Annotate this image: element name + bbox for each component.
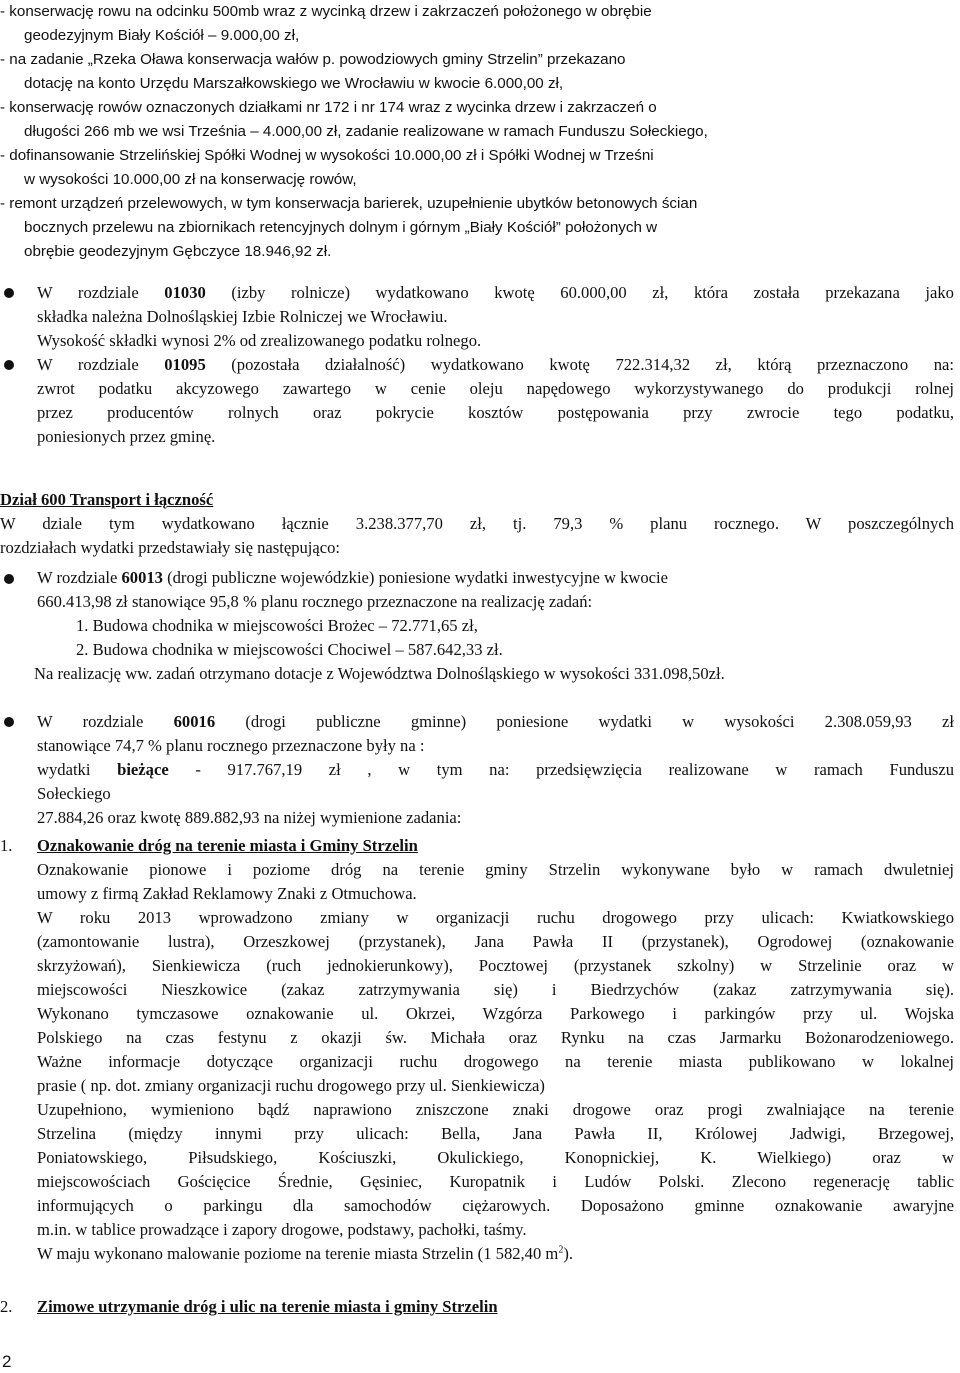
bullet-icon xyxy=(4,717,14,727)
text-line: rozdziałach wydatki przedstawiały się następująco: xyxy=(0,538,341,557)
text-line: stanowiące 74,7 % planu rocznego przeznaczone były na : xyxy=(37,736,425,755)
text-line: składka należna Dolnośląskiej Izbie Rolniczej we Wrocławiu. xyxy=(37,307,448,326)
bullet-icon xyxy=(4,288,14,298)
section-heading: Dział 600 Transport i łączność xyxy=(0,490,214,509)
text-line: poniesionych przez gminę. xyxy=(37,427,216,446)
text-line: umowy z firmą Zakład Reklamowy Znaki z Otmuchowa. xyxy=(37,884,417,903)
list-number: 1. xyxy=(0,836,13,855)
text-line: - konserwację rowu na odcinku 500mb wraz z wycinką drzew i zakrzaczeń położonego w obrębie xyxy=(0,3,652,20)
page-number: 2 xyxy=(2,1352,12,1371)
text-line: W roku 2013 wprowadzono zmiany w organizacji ruchu drogowego przy ulicach: Kwiatkowskiego xyxy=(37,908,954,927)
text-line: długości 266 mb we wsi Trześnia – 4.000,00 zł, zadanie realizowane w ramach Funduszu Sołeckiego, xyxy=(24,123,708,140)
text-line: Uzupełniono, wymieniono bądź naprawiono zniszczone znaki drogowe oraz progi zwalniające na terenie xyxy=(37,1100,954,1119)
subsection-heading: Oznakowanie dróg na terenie miasta i Gminy Strzelin xyxy=(37,836,418,855)
text-line: Ważne informacje dotyczące organizacji ruchu drogowego na terenie miasta publikowano w lokalnej xyxy=(37,1052,954,1071)
text-line: Oznakowanie pionowe i poziome dróg na terenie gminy Strzelin wykonywane było w ramach dwuletniej xyxy=(37,860,954,879)
text-line: W dziale tym wydatkowano łącznie 3.238.377,70 zł, tj. 79,3 % planu rocznego. W poszczególnych xyxy=(0,514,954,533)
text-line: W rozdziale 01095 (pozostała działalność) wydatkowano kwotę 722.314,32 zł, którą przeznaczono na: xyxy=(37,355,954,374)
text-line: Strzelina (między innymi przy ulicach: Bella, Jana Pawła II, Królowej Jadwigi, Brzegowej, xyxy=(37,1124,954,1143)
text-line: zwrot podatku akcyzowego zawartego w cenie oleju napędowego wykorzystywanego do produkcji rolnej xyxy=(37,379,954,398)
text-line: - konserwację rowów oznaczonych działkami nr 172 i nr 174 wraz z wycinka drzew i zakrzaczeń o xyxy=(0,99,657,116)
text-line: bocznych przelewu na zbiornikach retencyjnych dolnym i górnym „Biały Kościół” położonych w xyxy=(24,219,658,236)
text-line: Polskiego na czas festynu z okazji św. Michała oraz Rynku na czas Jarmarku Bożonarodzeniowego. xyxy=(37,1028,954,1047)
text-line: Wysokość składki wynosi 2% od zrealizowanego podatku rolnego. xyxy=(37,331,482,350)
text-line: Na realizację ww. zadań otrzymano dotacje z Województwa Dolnośląskiego w wysokości 331.098,50zł. xyxy=(34,664,725,683)
text-line: obrębie geodezyjnym Gębczyce 18.946,92 zł. xyxy=(24,243,332,260)
bullet-icon xyxy=(4,574,14,584)
text-line: miejscowościach Gościęcice Średnie, Gęsiniec, Kuropatnik i Ludów Polski. Zlecono regenerację tablic xyxy=(37,1172,954,1191)
text-line: wydatki bieżące - 917.767,19 zł , w tym na: przedsięwzięcia realizowane w ramach Funduszu xyxy=(37,760,954,779)
text-line: W rozdziale 60013 (drogi publiczne wojewódzkie) poniesione wydatki inwestycyjne w kwocie xyxy=(37,568,669,587)
subsection-heading: Zimowe utrzymanie dróg i ulic na terenie miasta i gminy Strzelin xyxy=(37,1297,498,1316)
text-line: (zamontowanie lustra), Orzeszkowej (przystanek), Jana Pawła II (przystanek), Ogrodowej (oznakowanie xyxy=(37,932,954,951)
list-number: 2. xyxy=(0,1297,13,1316)
text-line: prasie ( np. dot. zmiany organizacji ruchu drogowego przy ul. Sienkiewicza) xyxy=(37,1076,545,1095)
text-line: W rozdziale 01030 (izby rolnicze) wydatkowano kwotę 60.000,00 zł, która została przekazana jako xyxy=(37,283,954,302)
text-line: W maju wykonano malowanie poziome na terenie miasta Strzelin (1 582,40 $m^2$). xyxy=(37,1244,574,1263)
text-line: miejscowości Nieszkowice (zakaz zatrzymywania się) i Biedrzychów (zakaz zatrzymywania się). xyxy=(37,980,954,999)
list-item: 1. Budowa chodnika w miejscowości Brożec – 72.771,65 zł, xyxy=(76,616,478,635)
text-line: przez producentów rolnych oraz pokrycie kosztów postępowania przy zwrocie tego podatku, xyxy=(37,403,954,422)
text-line: m.in. w tablice prowadzące i zapory drogowe, podstawy, pachołki, taśmy. xyxy=(37,1220,527,1239)
text-line: 660.413,98 zł stanowiące 95,8 % planu rocznego przeznaczone na realizację zadań: xyxy=(37,592,593,611)
text-line: w wysokości 10.000,00 zł na konserwację rowów, xyxy=(24,171,357,188)
text-line: skrzyżowań), Sienkiewicza (ruch jednokierunkowy), Pocztowej (przystanek szkolny) w Strzelinie oraz w xyxy=(37,956,954,975)
bullet-icon xyxy=(4,360,14,370)
text-line: 27.884,26 oraz kwotę 889.882,93 na niżej wymienione zadania: xyxy=(37,808,462,827)
text-line: - dofinansowanie Strzelińskiej Spółki Wodnej w wysokości 10.000,00 zł i Spółki Wodnej w Trześni xyxy=(0,147,654,164)
text-line: Sołeckiego xyxy=(37,784,111,803)
text-line: dotację na konto Urzędu Marszałkowskiego we Wrocławiu w kwocie 6.000,00 zł, xyxy=(24,75,564,92)
text-line: W rozdziale 60016 (drogi publiczne gminne) poniesione wydatki w wysokości 2.308.059,93 zł xyxy=(37,712,954,731)
text-line: - remont urządzeń przelewowych, w tym konserwacja barierek, uzupełnienie ubytków betonowych ścian xyxy=(0,195,698,212)
text-line: informujących o parkingu dla samochodów ciężarowych. Doposażono gminne oznakowanie awaryjne xyxy=(37,1196,954,1215)
text-line: geodezyjnym Biały Kościół – 9.000,00 zł, xyxy=(24,27,300,44)
text-line: Poniatowskiego, Piłsudskiego, Kościuszki, Okulickiego, Konopnickiej, K. Wielkiego) oraz w xyxy=(37,1148,954,1167)
text-line: - na zadanie „Rzeka Oława konserwacja wałów p. powodziowych gminy Strzelin” przekazano xyxy=(0,51,626,68)
list-item: 2. Budowa chodnika w miejscowości Chociwel – 587.642,33 zł. xyxy=(76,640,503,659)
text-line: Wykonano tymczasowe oznakowanie ul. Okrzei, Wzgórza Parkowego i parkingów przy ul. Wojska xyxy=(37,1004,954,1023)
